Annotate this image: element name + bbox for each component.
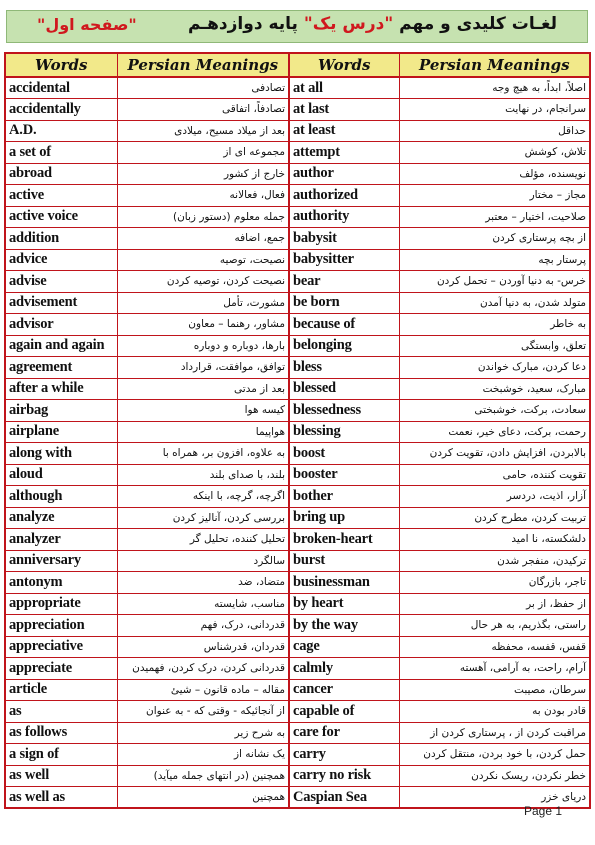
table-row — [5, 99, 590, 121]
word-cell: as follows — [5, 722, 117, 744]
page-subtitle: "صفحه اول" — [37, 15, 137, 34]
word-cell: care for — [289, 722, 399, 744]
meaning-cell: مناسب، شایسته — [117, 593, 289, 615]
meaning-cell: به علاوه، افزون بر، همراه با — [117, 443, 289, 465]
table-row — [5, 400, 590, 422]
word-cell: analyze — [5, 507, 117, 529]
header-row — [5, 53, 590, 77]
word-cell: again and again — [5, 335, 117, 357]
meaning-cell: سرانجام، در نهایت — [399, 99, 590, 121]
word-cell: bless — [289, 357, 399, 379]
word-cell: advise — [5, 271, 117, 293]
title-bar — [6, 10, 588, 43]
word-cell: advisor — [5, 314, 117, 336]
meaning-cell: قدردانی، درک، فهم — [117, 615, 289, 637]
word-cell: as well as — [5, 787, 117, 809]
word-cell: because of — [289, 314, 399, 336]
table-row — [5, 464, 590, 486]
word-cell: airbag — [5, 400, 117, 422]
table-row — [5, 593, 590, 615]
table-row — [5, 765, 590, 787]
meaning-cell: نویسنده، مؤلف — [399, 163, 590, 185]
meaning-cell: سعادت، برکت، خوشبختی — [399, 400, 590, 422]
meaning-cell: قادر بودن به — [399, 701, 590, 723]
meaning-cell: به شرح زیر — [117, 722, 289, 744]
meaning-cell: خارج از کشور — [117, 163, 289, 185]
word-cell: addition — [5, 228, 117, 250]
word-cell: accidental — [5, 77, 117, 99]
word-cell: calmly — [289, 658, 399, 680]
word-cell: at all — [289, 77, 399, 99]
word-cell: appreciative — [5, 636, 117, 658]
word-cell: author — [289, 163, 399, 185]
table-row — [5, 249, 590, 271]
meaning-cell: جمله معلوم (دستور زبان) — [117, 206, 289, 228]
table-row — [5, 744, 590, 766]
meaning-cell: قفس، قفسه، محفظه — [399, 636, 590, 658]
meaning-cell: سرطان، مصیبت — [399, 679, 590, 701]
header-words-2: Words — [289, 53, 399, 77]
meaning-cell: جمع، اضافه — [117, 228, 289, 250]
word-cell: agreement — [5, 357, 117, 379]
word-cell: attempt — [289, 142, 399, 164]
word-cell: cage — [289, 636, 399, 658]
table-row — [5, 787, 590, 809]
word-cell: broken-heart — [289, 529, 399, 551]
meaning-cell: مجموعه ای از — [117, 142, 289, 164]
meaning-cell: مشاور، رهنما – معاون — [117, 314, 289, 336]
table-row — [5, 572, 590, 594]
meaning-cell: مجاز – مختار — [399, 185, 590, 207]
word-cell: a sign of — [5, 744, 117, 766]
word-cell: bring up — [289, 507, 399, 529]
meaning-cell: نصیحت، توصیه — [117, 249, 289, 271]
table-row — [5, 378, 590, 400]
meaning-cell: تاجر، بازرگان — [399, 572, 590, 594]
vocabulary-table — [4, 52, 591, 809]
word-cell: blessing — [289, 421, 399, 443]
word-cell: businessman — [289, 572, 399, 594]
word-cell: by the way — [289, 615, 399, 637]
word-cell: cancer — [289, 679, 399, 701]
table-row — [5, 550, 590, 572]
word-cell: active voice — [5, 206, 117, 228]
header-words-1: Words — [5, 53, 117, 77]
word-cell: blessedness — [289, 400, 399, 422]
word-cell: appreciation — [5, 615, 117, 637]
table-row — [5, 486, 590, 508]
word-cell: booster — [289, 464, 399, 486]
word-cell: abroad — [5, 163, 117, 185]
word-cell: aloud — [5, 464, 117, 486]
table-row — [5, 679, 590, 701]
word-cell: carry no risk — [289, 765, 399, 787]
table-row — [5, 443, 590, 465]
word-cell: along with — [5, 443, 117, 465]
meaning-cell: یک نشانه از — [117, 744, 289, 766]
meaning-cell: متولد شدن، به دنیا آمدن — [399, 292, 590, 314]
meaning-cell: صلاحیت، اختیار – معتبر — [399, 206, 590, 228]
meaning-cell: دلشکسته، نا امید — [399, 529, 590, 551]
meaning-cell: حداقل — [399, 120, 590, 142]
word-cell: capable of — [289, 701, 399, 723]
word-cell: authorized — [289, 185, 399, 207]
meaning-cell: خرس- به دنیا آوردن – تحمل کردن — [399, 271, 590, 293]
word-cell: authority — [289, 206, 399, 228]
meaning-cell: اگرچه، گرچه، با اینکه — [117, 486, 289, 508]
word-cell: be born — [289, 292, 399, 314]
meaning-cell: بعد از میلاد مسیح، میلادی — [117, 120, 289, 142]
word-cell: article — [5, 679, 117, 701]
word-cell: as well — [5, 765, 117, 787]
table-row — [5, 658, 590, 680]
meaning-cell: ترکیدن، منفجر شدن — [399, 550, 590, 572]
meaning-cell: تقویت کننده، حامی — [399, 464, 590, 486]
word-cell: by heart — [289, 593, 399, 615]
word-cell: active — [5, 185, 117, 207]
table-row — [5, 722, 590, 744]
word-cell: as — [5, 701, 117, 723]
word-cell: babysit — [289, 228, 399, 250]
word-cell: although — [5, 486, 117, 508]
meaning-cell: متضاد، ضد — [117, 572, 289, 594]
page-number: Page 1 — [524, 804, 563, 818]
table-row — [5, 206, 590, 228]
meaning-cell: کیسه هوا — [117, 400, 289, 422]
meaning-cell: سالگرد — [117, 550, 289, 572]
table-row — [5, 357, 590, 379]
meaning-cell: اصلاً، ابداً، به هیچ وجه — [399, 77, 590, 99]
word-cell: bother — [289, 486, 399, 508]
table-row — [5, 120, 590, 142]
meaning-cell: دعا کردن، مبارک خواندن — [399, 357, 590, 379]
table-row — [5, 314, 590, 336]
header-meanings-2: Persian Meanings — [399, 53, 590, 77]
word-cell: advisement — [5, 292, 117, 314]
table-row — [5, 335, 590, 357]
meaning-cell: به خاطر — [399, 314, 590, 336]
word-cell: carry — [289, 744, 399, 766]
word-cell: airplane — [5, 421, 117, 443]
table-row — [5, 185, 590, 207]
word-cell: boost — [289, 443, 399, 465]
meaning-cell: هواپیما — [117, 421, 289, 443]
meaning-cell: رحمت، برکت، دعای خیر، نعمت — [399, 421, 590, 443]
meaning-cell: مبارک، سعید، خوشبخت — [399, 378, 590, 400]
word-cell: bear — [289, 271, 399, 293]
word-cell: accidentally — [5, 99, 117, 121]
meaning-cell: مقاله – ماده قانون – شیئ — [117, 679, 289, 701]
meaning-cell: تحلیل کننده، تحلیل گر — [117, 529, 289, 551]
table-row — [5, 636, 590, 658]
meaning-cell: مشورت، تأمل — [117, 292, 289, 314]
word-cell: a set of — [5, 142, 117, 164]
title-part-1: لغـات کلیدی و مهم — [393, 14, 557, 34]
meaning-cell: فعال، فعالانه — [117, 185, 289, 207]
vocabulary-body — [5, 77, 590, 808]
meaning-cell: همچنین — [117, 787, 289, 809]
meaning-cell: آرام، راحت، به آرامی، آهسته — [399, 658, 590, 680]
meaning-cell: قدردانی کردن، درک کردن، فهمیدن — [117, 658, 289, 680]
meaning-cell: تلاش، کوشش — [399, 142, 590, 164]
table-row — [5, 292, 590, 314]
meaning-cell: بلند، با صدای بلند — [117, 464, 289, 486]
meaning-cell: همچنین (در انتهای جمله میآید) — [117, 765, 289, 787]
table-row — [5, 142, 590, 164]
word-cell: A.D. — [5, 120, 117, 142]
title-part-3: پایه دوازدهـم — [187, 14, 304, 34]
word-cell: appropriate — [5, 593, 117, 615]
word-cell: anniversary — [5, 550, 117, 572]
meaning-cell: بارها، دوباره و دوباره — [117, 335, 289, 357]
table-row — [5, 271, 590, 293]
word-cell: appreciate — [5, 658, 117, 680]
table-row — [5, 529, 590, 551]
meaning-cell: آزار، اذیت، دردسر — [399, 486, 590, 508]
table-row — [5, 421, 590, 443]
word-cell: belonging — [289, 335, 399, 357]
meaning-cell: توافق، موافقت، قرارداد — [117, 357, 289, 379]
word-cell: antonym — [5, 572, 117, 594]
meaning-cell: قدردان، قدرشناس — [117, 636, 289, 658]
table-row — [5, 701, 590, 723]
word-cell: blessed — [289, 378, 399, 400]
word-cell: babysitter — [289, 249, 399, 271]
word-cell: analyzer — [5, 529, 117, 551]
meaning-cell: از بچه پرستاری کردن — [399, 228, 590, 250]
table-row — [5, 228, 590, 250]
title-lesson: "درس یک" — [303, 14, 394, 34]
header-meanings-1: Persian Meanings — [117, 53, 289, 77]
word-cell: burst — [289, 550, 399, 572]
word-cell: at last — [289, 99, 399, 121]
meaning-cell: پرستار بچه — [399, 249, 590, 271]
meaning-cell: حمل کردن، با خود بردن، منتقل کردن — [399, 744, 590, 766]
meaning-cell: تصادفاً، اتفاقی — [117, 99, 289, 121]
table-row — [5, 77, 590, 99]
word-cell: advice — [5, 249, 117, 271]
table-row — [5, 507, 590, 529]
table-row — [5, 615, 590, 637]
meaning-cell: خطر نکردن، ریسک نکردن — [399, 765, 590, 787]
page-title — [188, 14, 557, 34]
word-cell: at least — [289, 120, 399, 142]
meaning-cell: نصیحت کردن، توصیه کردن — [117, 271, 289, 293]
meaning-cell: از آنجائیکه - وقتی که - به عنوان — [117, 701, 289, 723]
word-cell: after a while — [5, 378, 117, 400]
word-cell: Caspian Sea — [289, 787, 399, 809]
table-row — [5, 163, 590, 185]
meaning-cell: تعلق، وابستگی — [399, 335, 590, 357]
meaning-cell: راستی، بگذریم، به هر حال — [399, 615, 590, 637]
meaning-cell: دریای خزر — [399, 787, 590, 809]
meaning-cell: مراقبت کردن از ، پرستاری کردن از — [399, 722, 590, 744]
meaning-cell: بررسی کردن، آنالیز کردن — [117, 507, 289, 529]
meaning-cell: از حفظ، از بر — [399, 593, 590, 615]
meaning-cell: تصادفی — [117, 77, 289, 99]
meaning-cell: تربیت کردن، مطرح کردن — [399, 507, 590, 529]
meaning-cell: بعد از مدتی — [117, 378, 289, 400]
meaning-cell: بالابردن، افزایش دادن، تقویت کردن — [399, 443, 590, 465]
